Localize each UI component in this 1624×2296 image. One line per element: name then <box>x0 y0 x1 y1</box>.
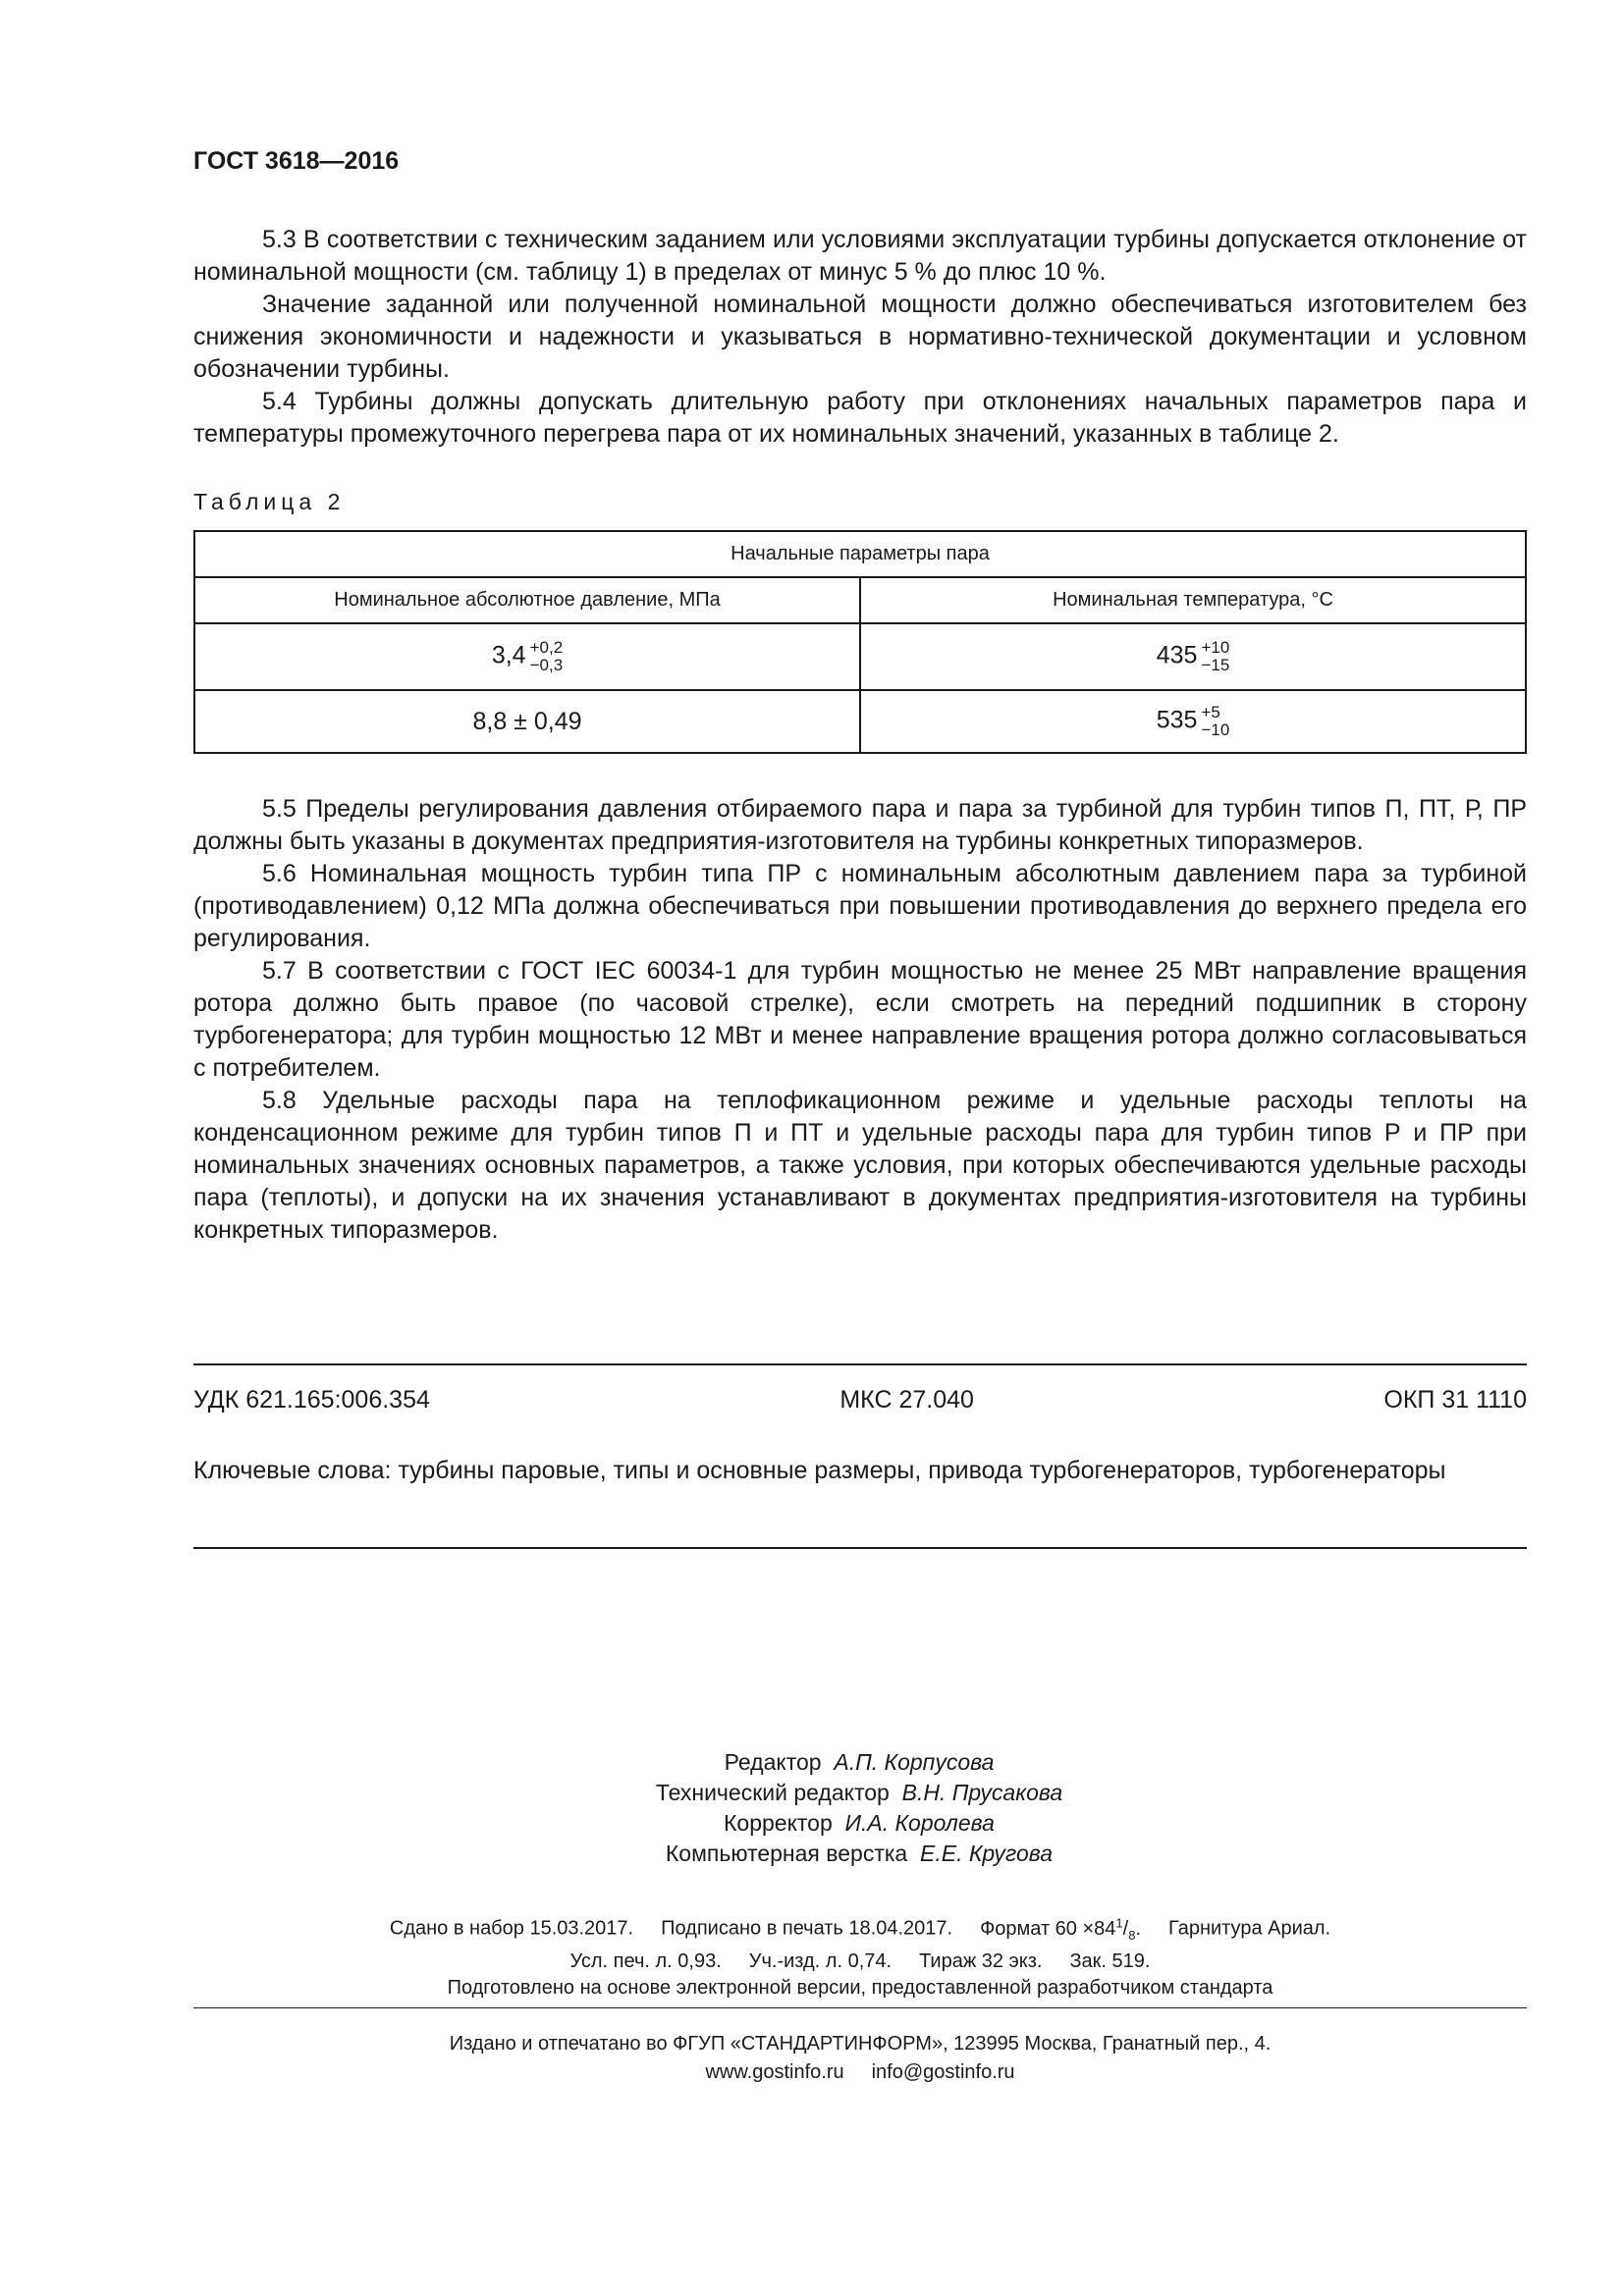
credit-name: В.Н. Прусакова <box>901 1780 1063 1805</box>
credit-editor <box>589 1747 1129 1778</box>
pressure-value: 3,4 <box>491 641 526 669</box>
okp-code: ОКП 31 1110 <box>1383 1386 1527 1414</box>
tolerance-plus: +0,2 <box>529 638 564 657</box>
format-suffix: . <box>1135 1917 1141 1940</box>
paragraph-5-3: 5.3 В соответствии с техническим заданием или условиями эксплуатации турбины допускается отклонение от номинальной мощности (см. таблицу 1) в пределах от минус 5 % до плюс 10 %. <box>193 226 1527 286</box>
signed-date: Подписано в печать 18.04.2017. <box>661 1917 953 1940</box>
classification-codes <box>193 1386 1527 1415</box>
publisher-email: info@gostinfo.ru <box>871 2061 1015 2083</box>
temperature-value: 435 <box>1156 641 1198 669</box>
tolerance-plus: +10 <box>1201 638 1230 657</box>
circulation: Тираж 32 экз. <box>919 1949 1043 1972</box>
credit-tech-editor <box>589 1778 1129 1808</box>
udk-code: УДК 621.165:006.354 <box>193 1386 430 1414</box>
credit-role: Корректор <box>724 1810 833 1836</box>
divider <box>193 1547 1527 1549</box>
pressure-value: 8,8 ± 0,49 <box>472 707 582 735</box>
paragraph-5-7: 5.7 В соответствии с ГОСТ IEC 60034-1 для турбин мощностью не менее 25 МВт направление вращения ротора должно быть правое (по часовой стрелке), если смотреть на передний подшипник в сторону турбогенератора; для турбин мощностью 12 МВт и менее направление вращения ротора должно согласовываться с потребителем. <box>193 957 1527 1082</box>
table-caption: Таблица 2 <box>193 489 346 514</box>
credit-corrector <box>589 1808 1129 1839</box>
publication-sheets: Уч.-изд. л. 0,74. <box>748 1949 893 1972</box>
section-5-3-5-4 <box>193 224 1527 451</box>
paragraph-5-6: 5.6 Номинальная мощность турбин типа ПР с номинальным абсолютным давлением пара за турбиной (противодавлением) 0,12 МПа должна обеспечиваться при повышении противодавления до верхнего предела его регулирования. <box>193 860 1527 952</box>
credit-role: Редактор <box>724 1749 822 1775</box>
format-prefix: Формат 60 ×84 <box>980 1917 1116 1940</box>
pressure-tolerance <box>530 639 564 674</box>
credit-name: А.П. Корпусова <box>834 1749 995 1775</box>
credit-name: Е.Е. Кругова <box>920 1841 1054 1866</box>
paper-format: Формат $60 \times 84^1/_8$. <box>980 1915 1141 1943</box>
print-sheets: Усл. печ. л. 0,93. <box>569 1949 722 1972</box>
table-row <box>194 623 1526 690</box>
imprint-note: Подготовлено на основе электронной версии, предоставленной разработчиком стандарта <box>447 1976 1273 1999</box>
paragraph-5-3-continued: Значение заданной или полученной номинальной мощности должно обеспечиваться изготовителем без снижения экономичности и надежности и указываться в нормативно-технической документации и условном обозначении турбины. <box>193 291 1527 383</box>
tolerance-minus: −0,3 <box>529 656 564 674</box>
credits <box>589 1747 1129 1869</box>
temperature-tolerance <box>1201 704 1229 739</box>
credit-role: Компьютерная верстка <box>665 1841 908 1866</box>
order-number: Зак. 519. <box>1069 1949 1151 1972</box>
temperature-cell <box>860 623 1526 690</box>
column-header-temperature: Номинальная температура, °С <box>860 577 1526 623</box>
imprint-line-1 <box>193 1909 1527 1949</box>
table-row <box>194 690 1526 753</box>
credit-role: Технический редактор <box>655 1780 890 1805</box>
credit-name: И.А. Королева <box>844 1810 995 1836</box>
column-header-pressure: Номинальное абсолютное давление, МПа <box>194 577 860 623</box>
publisher-address: Издано и отпечатано во ФГУП «СТАНДАРТИНФОРМ», 123995 Москва, Гранатный пер., 4. <box>449 2033 1272 2055</box>
tolerance-plus: +5 <box>1201 703 1220 721</box>
paragraph-5-8: 5.8 Удельные расходы пара на теплофикационном режиме и удельные расходы теплоты на конденсационном режиме для турбин типов П и ПТ и удельные расходы пара для турбин типов Р и ПР при номинальных значениях основных параметров, а также условия, при которых обеспечиваются удельные расходы пара (теплоты), и допуски на их значения устанавливают в документах предприятия-изготовителя на турбины конкретных типоразмеров. <box>193 1087 1527 1244</box>
imprint <box>193 1909 1527 2002</box>
credit-layout <box>589 1839 1129 1869</box>
section-5-5-5-8 <box>193 793 1527 1247</box>
publisher-contacts <box>193 2058 1527 2087</box>
tolerance-minus: −10 <box>1201 721 1230 739</box>
imprint-line-2 <box>193 1949 1527 1975</box>
publisher-website: www.gostinfo.ru <box>705 2061 844 2083</box>
pressure-cell <box>194 690 860 753</box>
tolerance-minus: −15 <box>1201 656 1230 674</box>
paragraph-5-4: 5.4 Турбины должны допускать длительную работу при отклонениях начальных параметров пара и температуры промежуточного перегрева пара от их номинальных значений, указанных в таблице 2. <box>193 388 1527 448</box>
table-group-header: Начальные параметры пара <box>194 531 1526 577</box>
temperature-tolerance <box>1201 639 1229 674</box>
typeface: Гарнитура Ариал. <box>1168 1917 1331 1940</box>
temperature-cell <box>860 690 1526 753</box>
paragraph-5-5: 5.5 Пределы регулирования давления отбираемого пара и пара за турбиной для турбин типов П, ПТ, Р, ПР должны быть указаны в документах предприятия-изготовителя на турбины конкретных типоразмеров. <box>193 795 1527 855</box>
submitted-date: Сдано в набор 15.03.2017. <box>389 1917 634 1940</box>
temperature-value: 535 <box>1156 706 1198 734</box>
publisher-info <box>193 2030 1527 2087</box>
format-sub: 8 <box>1128 1927 1136 1943</box>
divider <box>193 2007 1527 2008</box>
table-2 <box>193 530 1527 754</box>
divider <box>193 1363 1527 1365</box>
pressure-cell <box>194 623 860 690</box>
format-sup: 1 <box>1115 1915 1123 1930</box>
standard-header: ГОСТ 3618—2016 <box>193 147 400 175</box>
keywords: Ключевые слова: турбины паровые, типы и основные размеры, привода турбогенераторов, турбогенераторы <box>193 1457 1446 1484</box>
mks-code: МКС 27.040 <box>839 1386 974 1414</box>
